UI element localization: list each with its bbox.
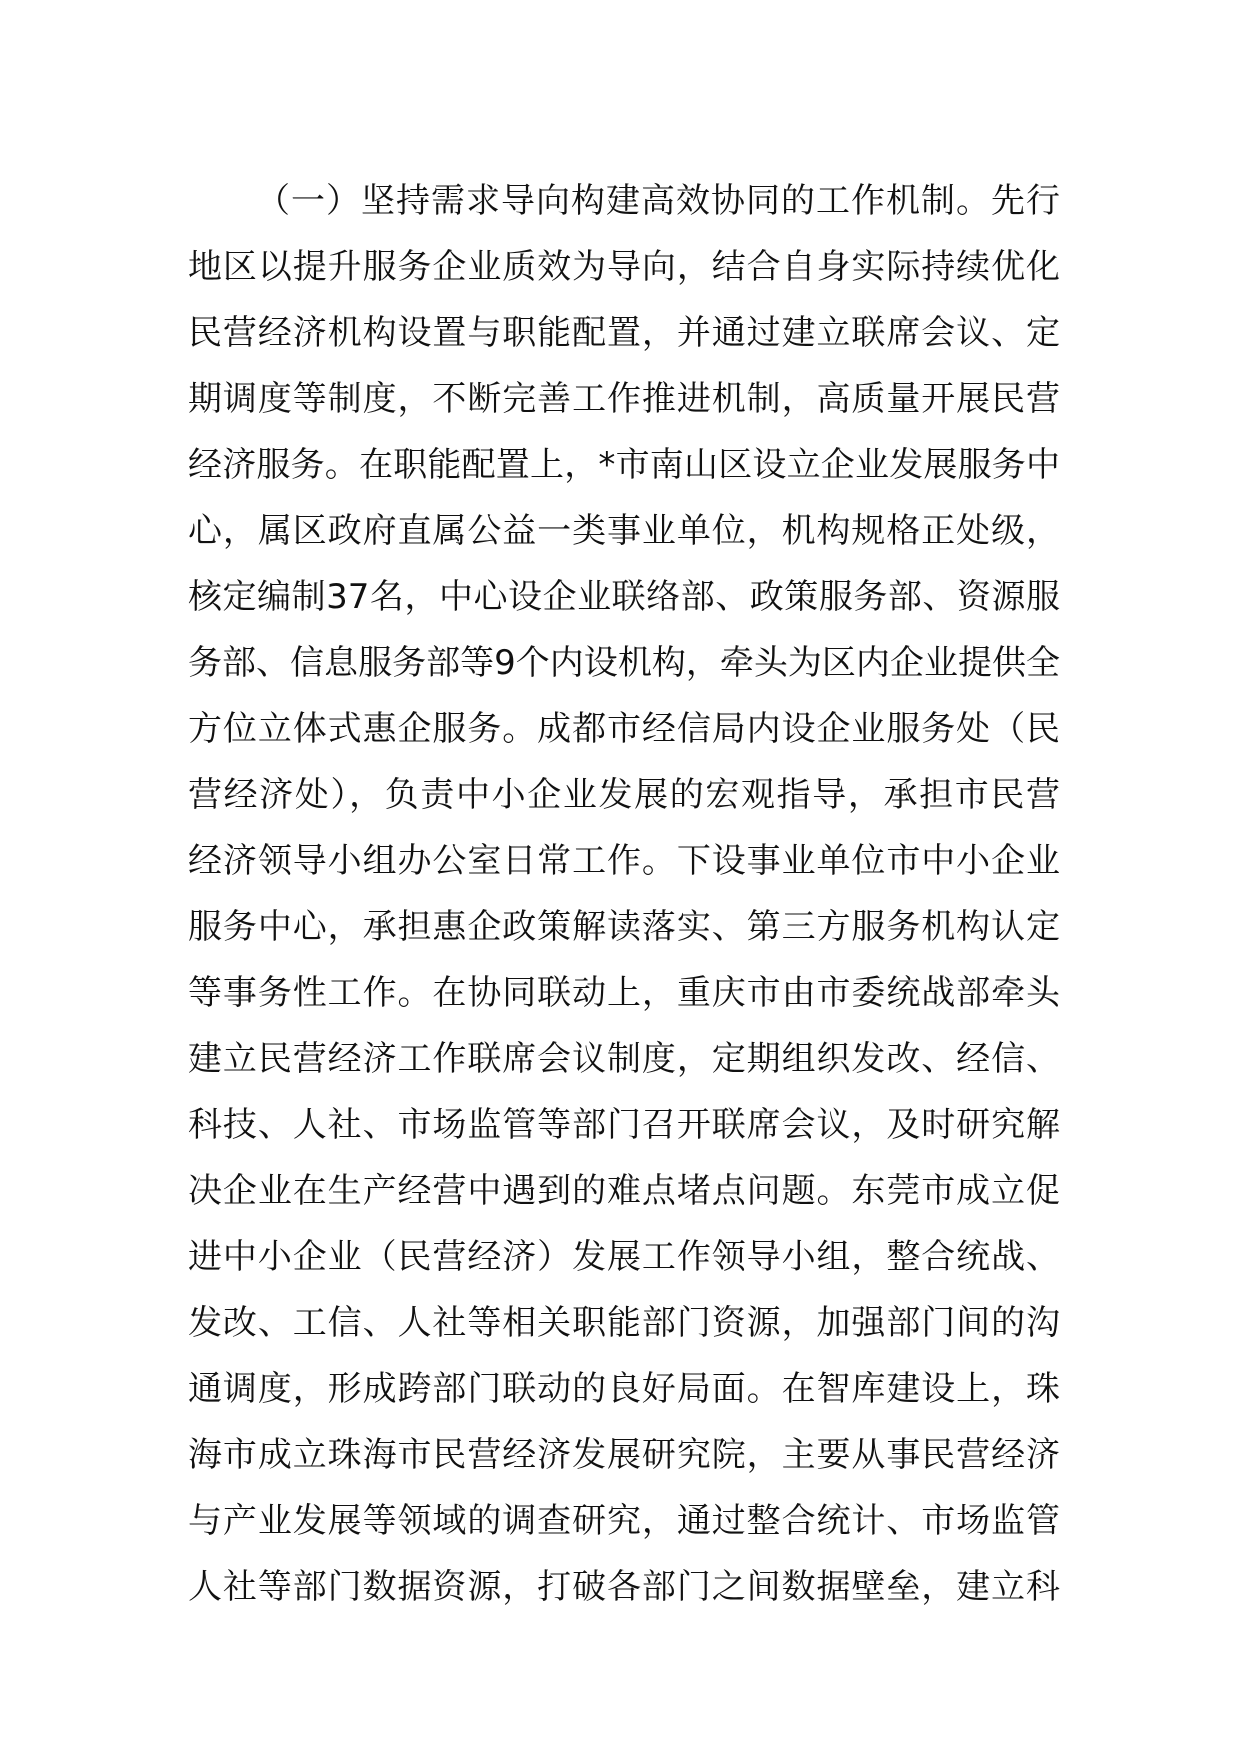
text-line: 地区以提升服务企业质效为导向，结合自身实际持续优化 (188, 247, 1060, 287)
text-line: 科技、人社、市场监管等部门召开联席会议，及时研究解 (188, 1105, 1060, 1145)
text-line: 期调度等制度，不断完善工作推进机制，高质量开展民营 (188, 379, 1060, 419)
text-line: 等事务性工作。在协同联动上，重庆市由市委统战部牵头 (188, 973, 1060, 1013)
text-line: 经济领导小组办公室日常工作。下设事业单位市中小企业 (188, 841, 1060, 881)
text-line: 方位立体式惠企服务。成都市经信局内设企业服务处（民 (188, 709, 1060, 749)
text-line: 营经济处），负责中小企业发展的宏观指导，承担市民营 (188, 775, 1060, 815)
text-line: 经济服务。在职能配置上，*市南山区设立企业发展服务中 (188, 445, 1060, 485)
text-line: 心，属区政府直属公益一类事业单位，机构规格正处级， (188, 511, 1060, 551)
text-line: 核定编制37名，中心设企业联络部、政策服务部、资源服 (188, 577, 1060, 617)
text-line: 服务中心，承担惠企政策解读落实、第三方服务机构认定 (188, 907, 1060, 947)
text-line: （一）坚持需求导向构建高效协同的工作机制。先行 (256, 181, 1060, 221)
text-line: 建立民营经济工作联席会议制度，定期组织发改、经信、 (188, 1039, 1060, 1079)
text-line: 发改、工信、人社等相关职能部门资源，加强部门间的沟 (188, 1303, 1060, 1343)
text-line: 人社等部门数据资源，打破各部门之间数据壁垒，建立科 (188, 1567, 1060, 1607)
body-paragraph (188, 168, 1060, 1620)
text-line: 进中小企业（民营经济）发展工作领导小组，整合统战、 (188, 1237, 1060, 1277)
text-line: 海市成立珠海市民营经济发展研究院，主要从事民营经济 (188, 1435, 1060, 1475)
text-line: 通调度，形成跨部门联动的良好局面。在智库建设上，珠 (188, 1369, 1060, 1409)
text-line: 与产业发展等领域的调查研究，通过整合统计、市场监管 (188, 1501, 1060, 1541)
text-line: 民营经济机构设置与职能配置，并通过建立联席会议、定 (188, 313, 1060, 353)
text-line: 决企业在生产经营中遇到的难点堵点问题。东莞市成立促 (188, 1171, 1060, 1211)
text-line: 务部、信息服务部等9个内设机构，牵头为区内企业提供全 (188, 643, 1060, 683)
